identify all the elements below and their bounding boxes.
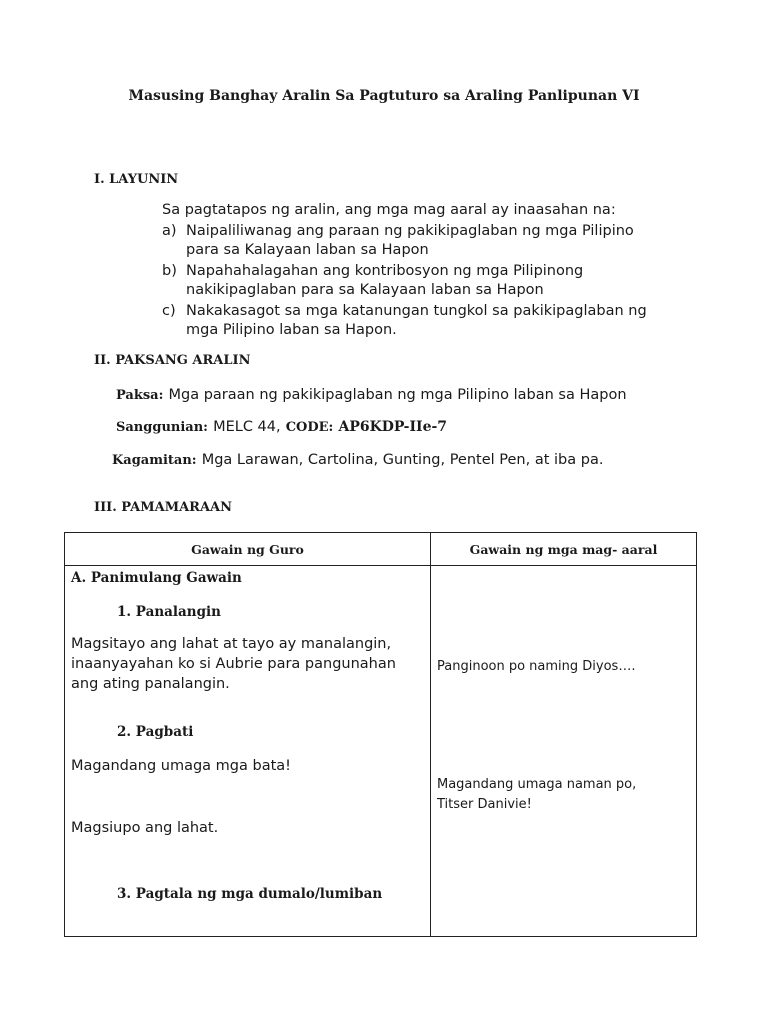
objective-c-line1: Nakakasagot sa mga katanungan tungkol sa pakikipaglaban ng [186, 303, 647, 319]
paksa-row [116, 384, 627, 403]
objective-a-line2: para sa Kalayaan laban sa Hapon [186, 242, 429, 258]
teacher-sit-instruction: Magsiupo ang lahat. [71, 820, 219, 836]
teacher-column-header: Gawain ng Guro [65, 533, 431, 566]
table-header-row [65, 533, 697, 566]
kagamitan-label: Kagamitan: [112, 453, 197, 468]
step-pagbati: 2. Pagbati [117, 724, 194, 740]
objectives-intro: Sa pagtatapos ng aralin, ang mga mag aaral ay inaasahan na: [162, 202, 616, 218]
sanggunian-row [116, 416, 447, 435]
objective-b-line2: nakikipaglaban para sa Kalayaan laban sa Hapon [186, 282, 544, 298]
paksa-value: Mga paraan ng pakikipaglaban ng mga Pilipino laban sa Hapon [168, 387, 627, 403]
section-layunin-heading: I. LAYUNIN [94, 172, 179, 187]
student-greeting-line1: Magandang umaga naman po, [437, 777, 637, 792]
kagamitan-value: Mga Larawan, Cartolina, Gunting, Pentel Pen, at iba pa. [201, 452, 604, 468]
objective-a-line1: Naipaliliwanag ang paraan ng pakikipaglaban ng mga Pilipino [186, 223, 634, 239]
student-greeting-line2: Titser Danivie! [437, 797, 532, 812]
code-value: AP6KDP-IIe-7 [338, 419, 448, 435]
kagamitan-row [112, 449, 603, 468]
sanggunian-label: Sanggunian: [116, 420, 208, 435]
section-a-heading: A. Panimulang Gawain [71, 570, 242, 586]
objective-b-line1: Napahahalagahan ang kontribosyon ng mga Pilipinong [186, 263, 584, 279]
section-paksang-aralin-heading: II. PAKSANG ARALIN [94, 353, 251, 368]
prayer-instruction-line3: ang ating panalangin. [71, 676, 230, 692]
objective-c-line2: mga Pilipino laban sa Hapon. [186, 322, 397, 338]
step-pagtala: 3. Pagtala ng mga dumalo/lumiban [117, 886, 383, 902]
objective-c-marker: c) [162, 303, 176, 319]
sanggunian-value: MELC 44, [213, 419, 281, 435]
paksa-label: Paksa: [116, 388, 164, 403]
document-title: Masusing Banghay Aralin Sa Pagtuturo sa Araling Panlipunan VI [128, 88, 640, 104]
teacher-greeting: Magandang umaga mga bata! [71, 758, 291, 774]
prayer-instruction-line2: inaanyayahan ko si Aubrie para pangunahan [71, 656, 396, 672]
objective-a-marker: a) [162, 223, 177, 239]
section-pamamaraan-heading: III. PAMAMARAAN [94, 500, 233, 515]
procedure-table [64, 532, 697, 937]
students-column-header: Gawain ng mga mag- aaral [431, 533, 697, 566]
code-label: CODE: [285, 420, 334, 435]
table-row [65, 566, 697, 937]
prayer-instruction-line1: Magsitayo ang lahat at tayo ay manalangin, [71, 636, 392, 652]
step-panalangin: 1. Panalangin [117, 604, 221, 620]
objective-b-marker: b) [162, 263, 177, 279]
student-activities-cell [431, 566, 697, 937]
student-prayer: Panginoon po naming Diyos…. [437, 659, 636, 674]
teacher-activities-cell [65, 566, 431, 937]
